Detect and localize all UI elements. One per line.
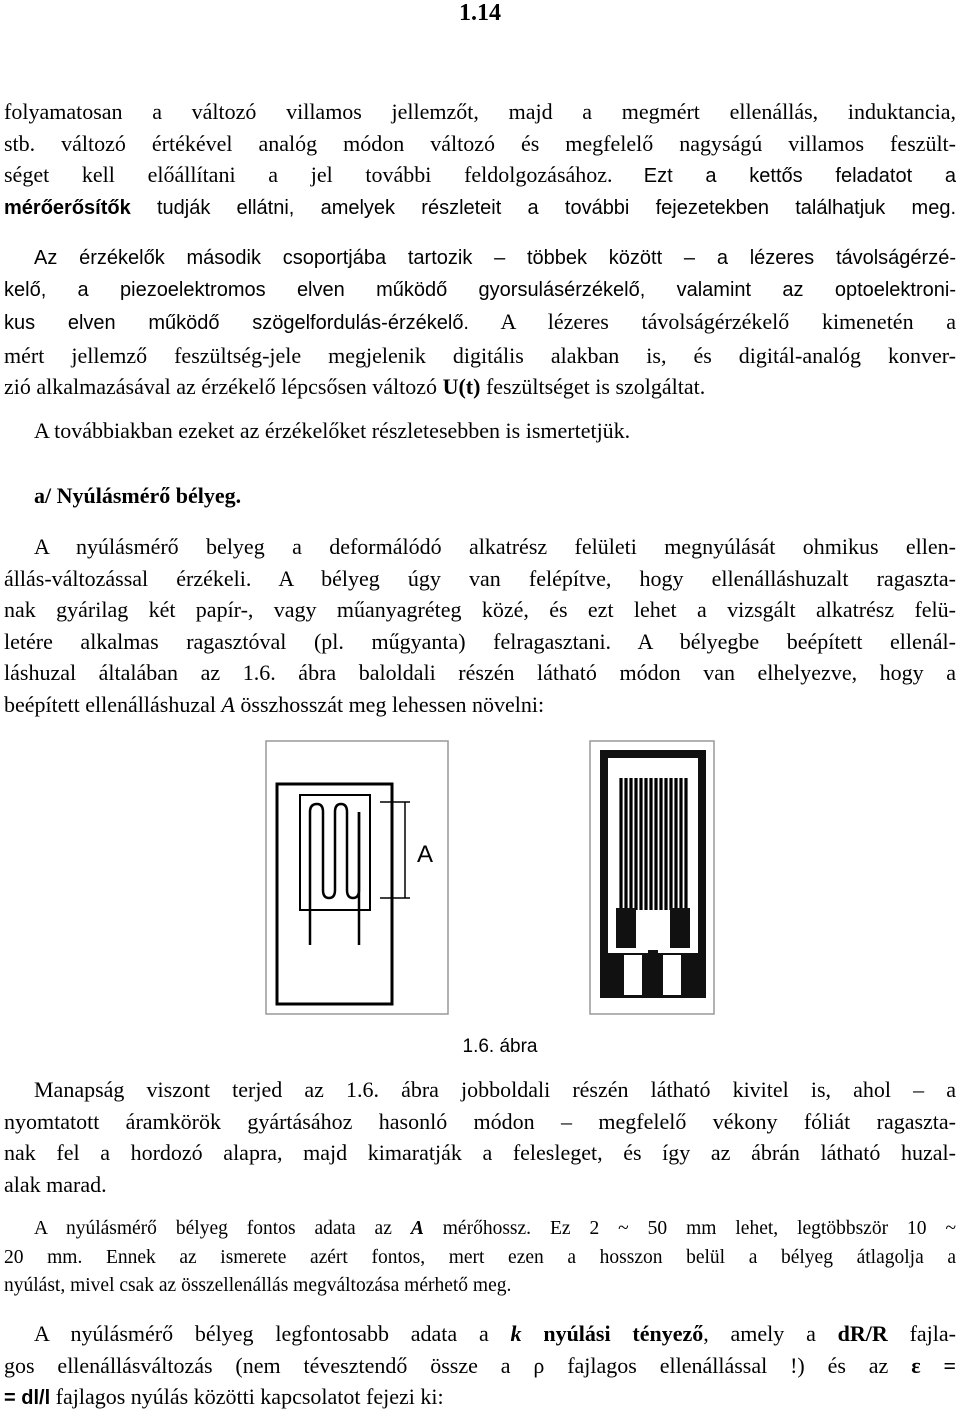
foil-gauge-right (600, 750, 706, 998)
bold-term: mérőerősítők (4, 196, 131, 219)
text-line: alak marad. (4, 1171, 107, 1197)
paragraph-intro (4, 96, 956, 224)
text-line: Az érzékelők második csoportjába tartozik – többek között – a lézeres távolságérzé- (34, 247, 956, 269)
text-line (4, 689, 956, 721)
paragraph-sensors (4, 243, 956, 403)
bold-term: nyúlási tényező (521, 1321, 704, 1346)
text-line: folyamatosan a változó villamos jellemzőt, majd a megmért ellenállás, induktancia, (4, 99, 956, 124)
paragraph-strain-gauge (4, 531, 956, 720)
text-span: Ezt a kettős feladatot a (643, 165, 957, 187)
text-span: A nyúlásmérő bélyeg fontos adata az (34, 1218, 411, 1239)
bold-term: ε = (911, 1352, 956, 1378)
text-span: beépített ellenálláshuzal (4, 691, 222, 717)
text-span: , amely a (703, 1321, 838, 1346)
text-span: mérőhossz. Ez 2 ~ 50 mm lehet, legtöbbször 10 ~ (423, 1218, 957, 1239)
text-line: letére alkalmas ragasztóval (pl. műgyanta) felragasztani. A bélyegbe beépített ellenál- (4, 628, 956, 654)
text-line: kelő, a piezoelektromos elven működő gyorsulásérzékelő, valamint az optoelektroni- (4, 278, 956, 301)
text-line (4, 371, 956, 403)
strain-gauge-figure (265, 740, 715, 1015)
text-span: tudják ellátni, amelyek részleteit a további fejezetekben találhatjuk meg. (130, 196, 956, 219)
page-number: 1.14 (459, 0, 501, 26)
dimension-label-a: A (417, 841, 434, 868)
italic-term: A (221, 691, 235, 717)
rho-symbol: ρ (533, 1352, 545, 1378)
text-line: mért jellemző feszültség-jele megjelenik digitális alakban is, és digitál-analóg konver- (4, 342, 956, 368)
paragraph-gauge-length (4, 1215, 956, 1301)
text-span: zió alkalmazásával az érzékelő lépcsősen változó (4, 374, 443, 399)
text-line (4, 1381, 956, 1415)
dimension-line-a (380, 802, 410, 898)
text-line (4, 1215, 956, 1244)
text-span: fajla- (887, 1321, 956, 1346)
bold-term: dR/R (837, 1321, 888, 1346)
text-span: kus elven működő szögelfordulás-érzékelő. (4, 312, 469, 334)
paragraph-gauge-factor (4, 1318, 956, 1415)
text-line: stb. változó értékével analóg módon változó és megfelelő nagyságú villamos feszült- (4, 130, 956, 156)
text-line: 20 mm. Ennek az ismerete azért fontos, mert ezen a hosszon belül a bélyeg átlagolja a (4, 1246, 956, 1268)
text-line: állás-változással érzékeli. A bélyeg úgy van felépítve, hogy ellenálláshuzalt ragaszta- (4, 565, 956, 591)
text-line (4, 193, 956, 225)
paragraph-further (4, 415, 956, 447)
text-span: séget kell előállítani a jel további feldolgozásához. (4, 162, 613, 187)
text-span: feszültséget is szolgáltat. (480, 374, 706, 399)
text-line: A továbbiakban ezeket az érzékelőket részletesebben is ismertetjük. (34, 418, 631, 443)
wire-gauge-left (277, 784, 392, 1004)
text-line: nak gyárilag két papír-, vagy műanyagréteg közé, és ezt lehet a vizsgált alkatrész felü- (4, 597, 956, 622)
text-line: A nyúlásmérő belyeg a deformálódó alkatrész felületi megnyúlását ohmikus ellen- (34, 534, 956, 559)
text-span: A nyúlásmérő bélyeg legfontosabb adata a (34, 1321, 511, 1346)
text-span: összhosszát meg lehessen növelni: (234, 691, 545, 717)
text-line (4, 159, 956, 193)
text-span: A lézeres távolságérzékelő kimenetén a (469, 309, 956, 334)
figure-frame-left (266, 741, 448, 1014)
figure-caption: 1.6. ábra (462, 1036, 538, 1057)
text-span: fajlagos ellenállással !) és az (544, 1352, 912, 1378)
text-line (4, 306, 956, 340)
paragraph-foil-gauge (4, 1074, 956, 1200)
text-line: Manapság viszont terjed az 1.6. ábra jobboldali részén látható kivitel is, ahol – a (34, 1077, 956, 1102)
text-line (4, 1350, 956, 1382)
bold-term: U(t) (442, 374, 481, 399)
text-line: nyomtatott áramkörök gyártásához hasonló módon – megfelelő vékony fóliát ragaszta- (4, 1108, 956, 1134)
text-line (4, 1318, 956, 1350)
text-line: láshuzal általában az 1.6. ábra baloldali részén látható módon van elhelyezve, hogy a (4, 660, 956, 685)
section-heading: a/ Nyúlásmérő bélyeg. (34, 483, 242, 508)
bold-term: = dl/l (4, 1387, 51, 1409)
text-line: nak fel a hordozó alapra, majd kimaratják a felesleget, és így az ábrán látható huzal- (4, 1140, 956, 1165)
text-span: gos ellenállásváltozás (nem tévesztendő össze a (4, 1352, 534, 1378)
text-span: fajlagos nyúlás közötti kapcsolatot fejezi ki: (50, 1384, 444, 1409)
italic-term: A (410, 1218, 424, 1239)
italic-term: k (510, 1321, 522, 1346)
text-line: nyúlást, mivel csak az összellenállás megváltozása mérhető meg. (4, 1275, 512, 1296)
